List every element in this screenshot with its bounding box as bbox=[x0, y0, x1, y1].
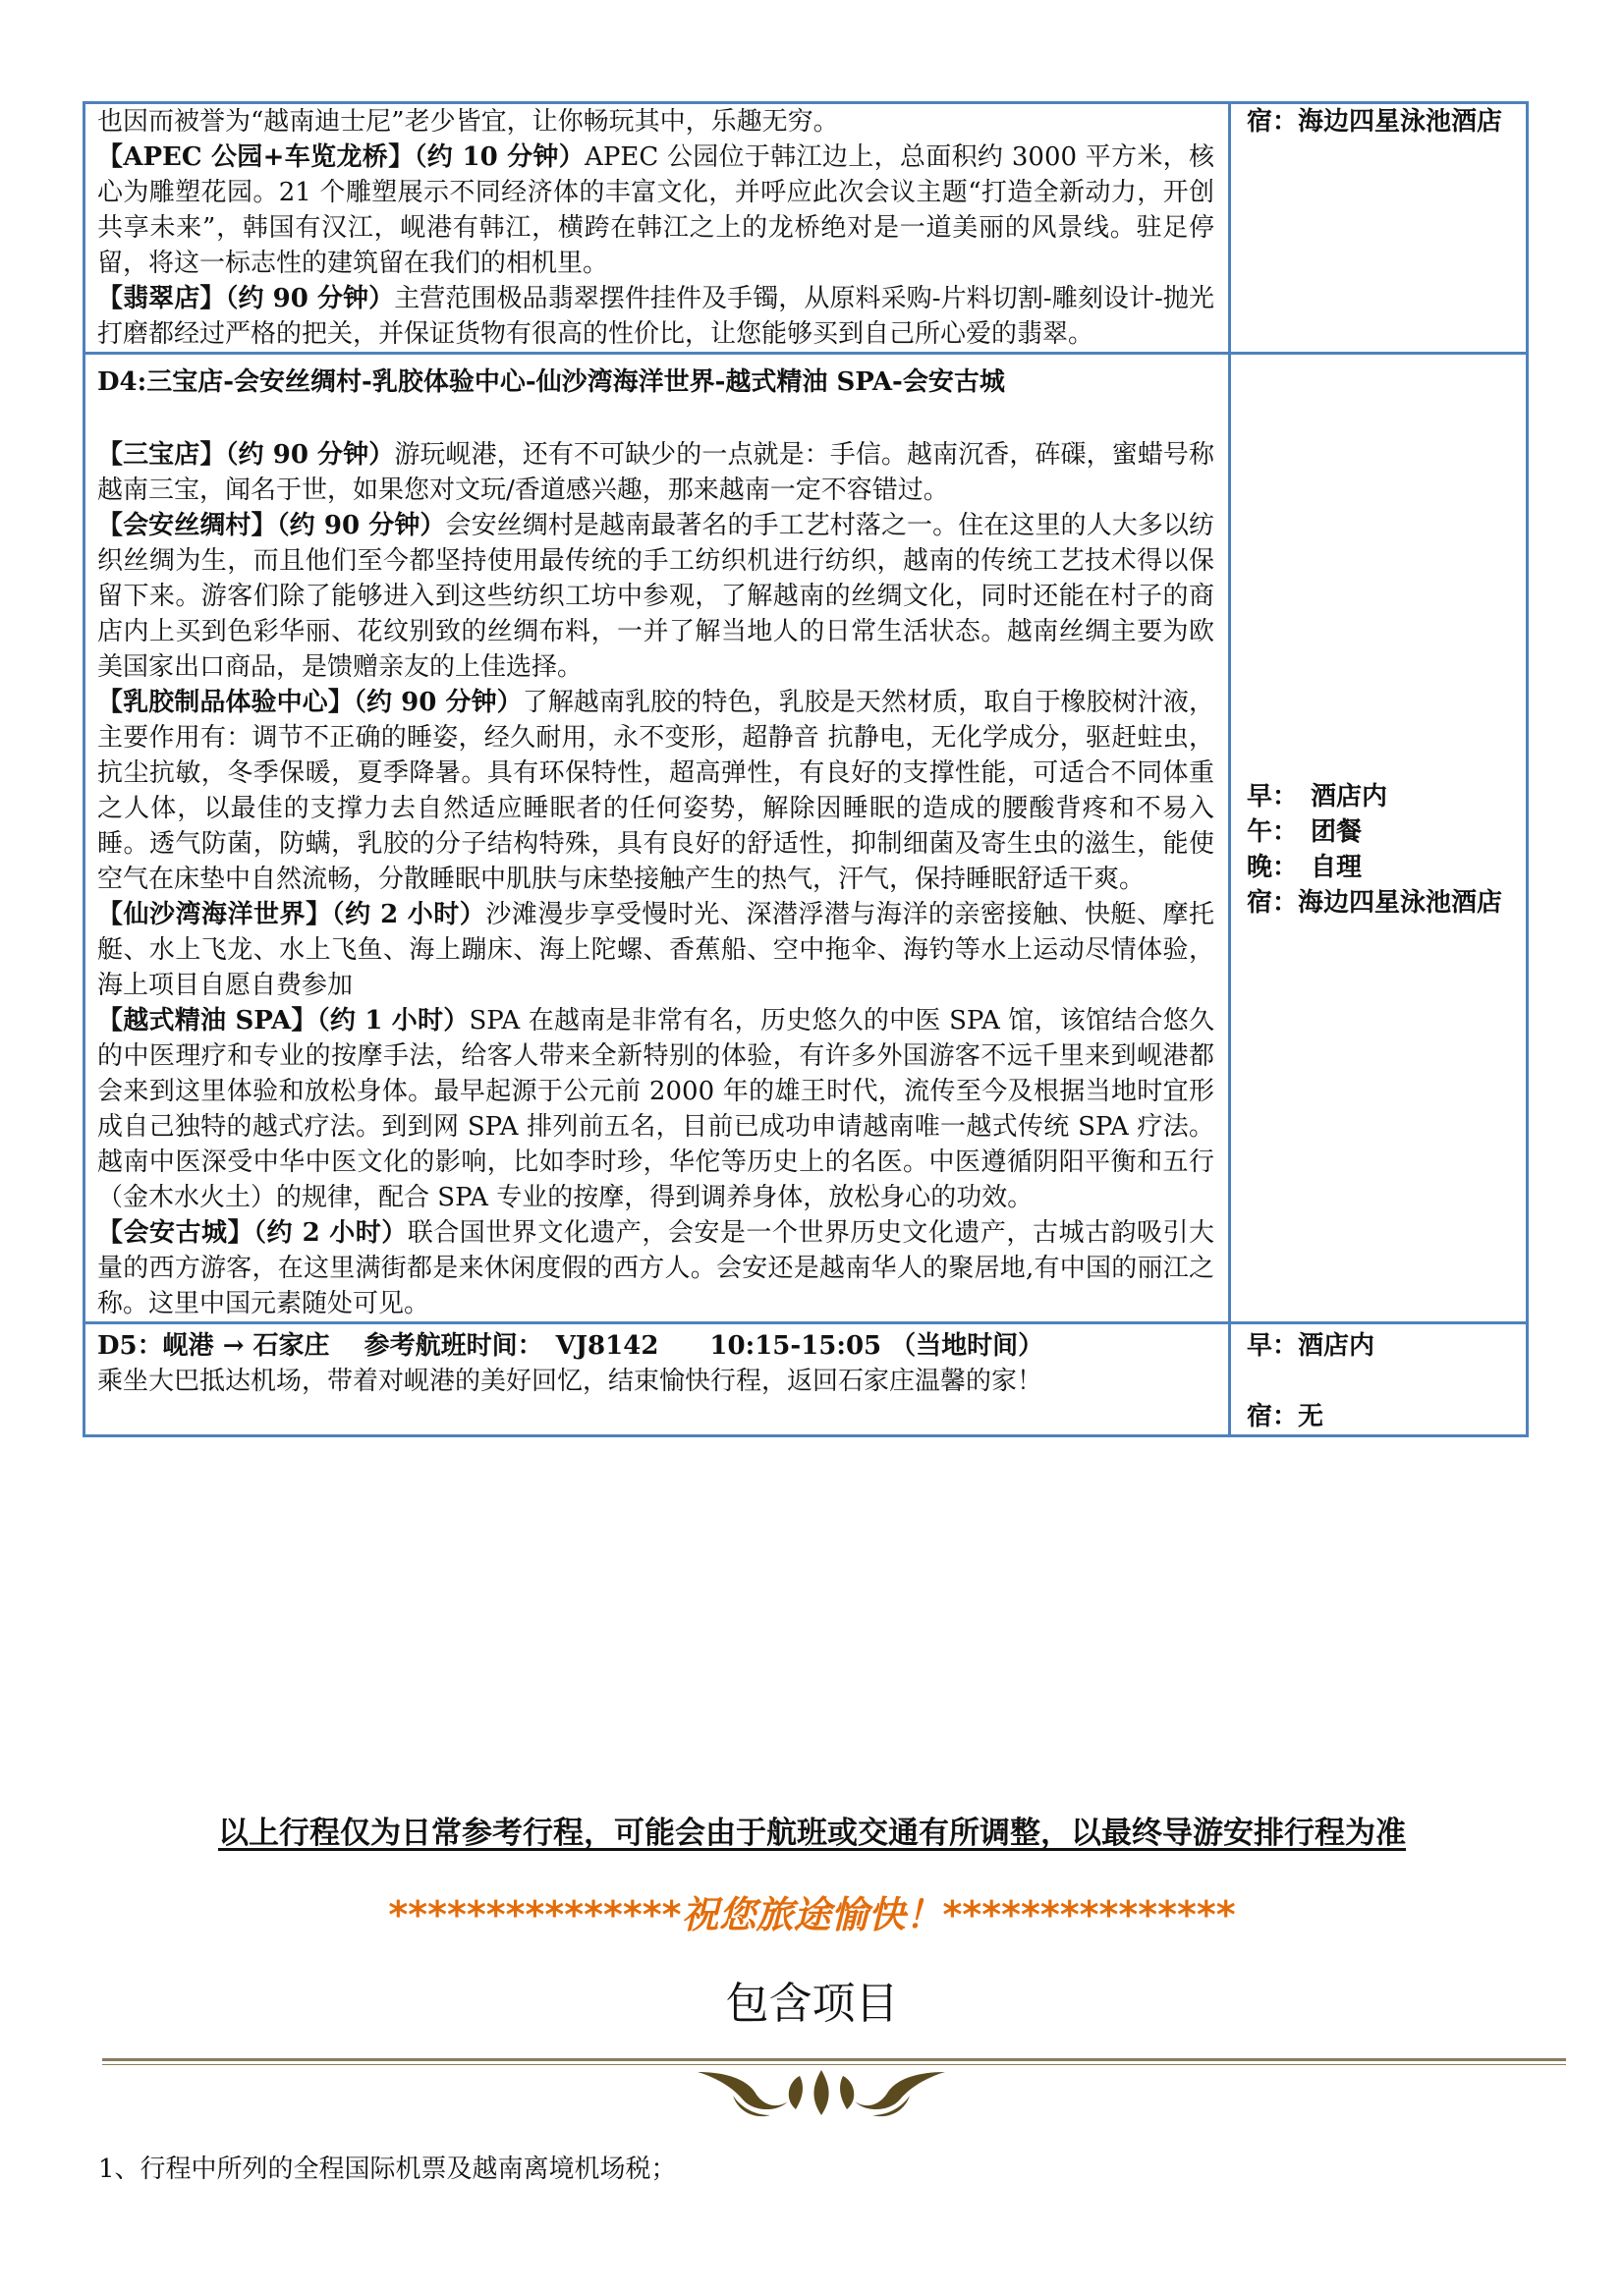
ocean-text: 沙滩漫步享受慢时光、深潜浮潜与海洋的亲密接触、快艇、摩托艇、水上飞龙、水上飞鱼、海上蹦床、海上陀螺、香蕉船、空中拖伞、海钓等水上运动尽情体验，海上项目自愿自费参加 bbox=[97, 900, 1214, 1000]
day3-para-0: 也因而被誉为“越南迪士尼”老少皆宜，让你畅玩其中，乐趣无穷。 bbox=[97, 107, 839, 137]
included-item: 1、行程中所列的全程国际机票及越南离境机场税； bbox=[98, 2155, 677, 2184]
jade-text: 主营范围极品翡翠摆件挂件及手镯，从原料采购-片料切割-雕刻设计-抛光打磨都经过严格的把关，并保证货物有很高的性价比，让您能够买到自己所心爱的翡翠。 bbox=[97, 284, 1214, 349]
day5-description-cell bbox=[84, 1323, 1230, 1436]
day4-stay: 宿：海边四星泳池酒店 bbox=[1247, 888, 1503, 918]
bon-voyage-banner: ***************祝您旅途愉快！*************** bbox=[388, 1893, 1236, 1936]
day5-stay: 宿：无 bbox=[1247, 1402, 1324, 1431]
ornament-icon bbox=[694, 2066, 949, 2121]
day3-description-cell bbox=[84, 103, 1230, 354]
day4-para-silk bbox=[97, 508, 1214, 685]
jade-title: 【翡翠店】（约 90 分钟） bbox=[97, 284, 395, 313]
day5-heading: D5：岘港 → 石家庄 参考航班时间： VJ8142 10:15-15:05 （当地时间） bbox=[97, 1331, 1044, 1361]
latex-title: 【乳胶制品体验中心】（约 90 分钟） bbox=[97, 688, 523, 717]
day4-breakfast: 早： 酒店内 bbox=[1247, 782, 1388, 812]
section-divider bbox=[102, 2058, 1566, 2061]
day4-lunch: 午： 团餐 bbox=[1247, 817, 1363, 847]
section-title-included: 包含项目 bbox=[725, 1979, 899, 2029]
silk-text: 会安丝绸村是越南最著名的手工艺村落之一。住在这里的人大多以纺织丝绸为生，而且他们至今都坚持使用最传统的手工纺织机进行纺织，越南的传统工艺技术得以保留下来。游客们除了能够进入到这些纺织工坊中参观，了解越南的丝绸文化，同时还能在村子的商店内上买到色彩华丽、花纹别致的丝绸布料，一并了解当地人的日常生活状态。越南丝绸主要为欧美国家出口商品，是馈赠亲友的上佳选择。 bbox=[97, 511, 1214, 682]
day5-breakfast: 早：酒店内 bbox=[1247, 1331, 1375, 1361]
itinerary-disclaimer: 以上行程仅为日常参考行程，可能会由于航班或交通有所调整，以最终导游安排行程为准 bbox=[218, 1816, 1406, 1851]
day3-meals-cell bbox=[1230, 103, 1528, 354]
day4-heading: D4:三宝店-会安丝绸村-乳胶体验中心-仙沙湾海洋世界-越式精油 SPA-会安古城 bbox=[97, 367, 1005, 397]
ocean-title: 【仙沙湾海洋世界】（约 2 小时） bbox=[97, 900, 486, 929]
apec-title: 【APEC 公园+车览龙桥】（约 10 分钟） bbox=[97, 142, 586, 172]
day3-stay: 宿：海边四星泳池酒店 bbox=[1247, 107, 1503, 137]
itinerary-row-day5 bbox=[84, 1323, 1528, 1436]
spa-text: SPA 在越南是非常有名，历史悠久的中医 SPA 馆，该馆结合悠久的中医理疗和专业的按摩手法，给客人带来全新特别的体验，有许多外国游客不远千里来到岘港都会来到这里体验和放松身体。最早起源于公元前 2000 年的雄王时代，流传至今及根据当地时宜形成自己独特的越式疗法。到到网 SPA 排列前五名，目前已成功申请越南唯一越式传统 SPA 疗法。 越南中医深受中华中医文化的影响，比如李时珍，华佗等历史上的名医。中医遵循阴阳平衡和五行（金木水火土）的规律，配合 SPA 专业的按摩，得到调养身体，放松身心的功效。 bbox=[97, 1006, 1214, 1212]
silk-title: 【会安丝绸村】（约 90 分钟） bbox=[97, 511, 446, 540]
spa-title: 【越式精油 SPA】（约 1 小时） bbox=[97, 1006, 470, 1036]
itinerary-row-day3 bbox=[84, 103, 1528, 354]
day4-para-sanbao bbox=[97, 437, 1214, 508]
day4-meals-cell bbox=[1230, 354, 1528, 1323]
itinerary-row-day4 bbox=[84, 354, 1528, 1323]
sanbao-text: 游玩岘港，还有不可缺少的一点就是：手信。越南沉香，砗磲，蜜蜡号称越南三宝，闻名于世，如果您对文玩/香道感兴趣，那来越南一定不容错过。 bbox=[97, 440, 1214, 505]
day4-dinner: 晚： 自理 bbox=[1247, 853, 1363, 882]
day5-para: 乘坐大巴抵达机场，带着对岘港的美好回忆，结束愉快行程，返回石家庄温馨的家！ bbox=[97, 1367, 1043, 1396]
day4-description-cell bbox=[84, 354, 1230, 1323]
section-divider-thin bbox=[102, 2064, 1566, 2065]
sanbao-title: 【三宝店】（约 90 分钟） bbox=[97, 440, 395, 470]
day4-para-latex bbox=[97, 685, 1214, 897]
day3-para-apec bbox=[97, 140, 1214, 281]
latex-text: 了解越南乳胶的特色，乳胶是天然材质，取自于橡胶树汁液，主要作用有：调节不正确的睡姿，经久耐用，永不变形，超静音 抗静电，无化学成分，驱赶蛀虫，抗尘抗敏，冬季保暖，夏季降暑。具有环保特性，超高弹性，有良好的支撑性能，可适合不同体重之人体，以最佳的支撑力去自然适应睡眠者的任何姿势，解除因睡眠的造成的腰酸背疼和不易入睡。透气防菌，防螨，乳胶的分子结构特殊，具有良好的舒适性，抑制细菌及寄生虫的滋生，能使空气在床垫中自然流畅，分散睡眠中肌肤与床垫接触产生的热气，汗气，保持睡眠舒适干爽。 bbox=[97, 688, 1214, 894]
day3-para-jade bbox=[97, 281, 1214, 352]
hoian-title: 【会安古城】（约 2 小时） bbox=[97, 1218, 408, 1248]
day4-para-ocean bbox=[97, 897, 1214, 1003]
itinerary-table bbox=[83, 101, 1529, 1437]
day4-para-hoian bbox=[97, 1215, 1214, 1321]
hoian-text: 联合国世界文化遗产，会安是一个世界历史文化遗产，古城古韵吸引大量的西方游客，在这里满街都是来休闲度假的西方人。会安还是越南华人的聚居地,有中国的丽江之称。这里中国元素随处可见。 bbox=[97, 1218, 1214, 1318]
day4-para-spa bbox=[97, 1003, 1214, 1215]
apec-text: APEC 公园位于韩江边上，总面积约 3000 平方米，核心为雕塑花园。21 个雕塑展示不同经济体的丰富文化，并呼应此次会议主题“打造全新动力，开创共享未来”，韩国有汉江，岘港有韩江，横跨在韩江之上的龙桥绝对是一道美丽的风景线。驻足停留，将这一标志性的建筑留在我们的相机里。 bbox=[97, 142, 1215, 278]
day5-meals-cell bbox=[1230, 1323, 1528, 1436]
